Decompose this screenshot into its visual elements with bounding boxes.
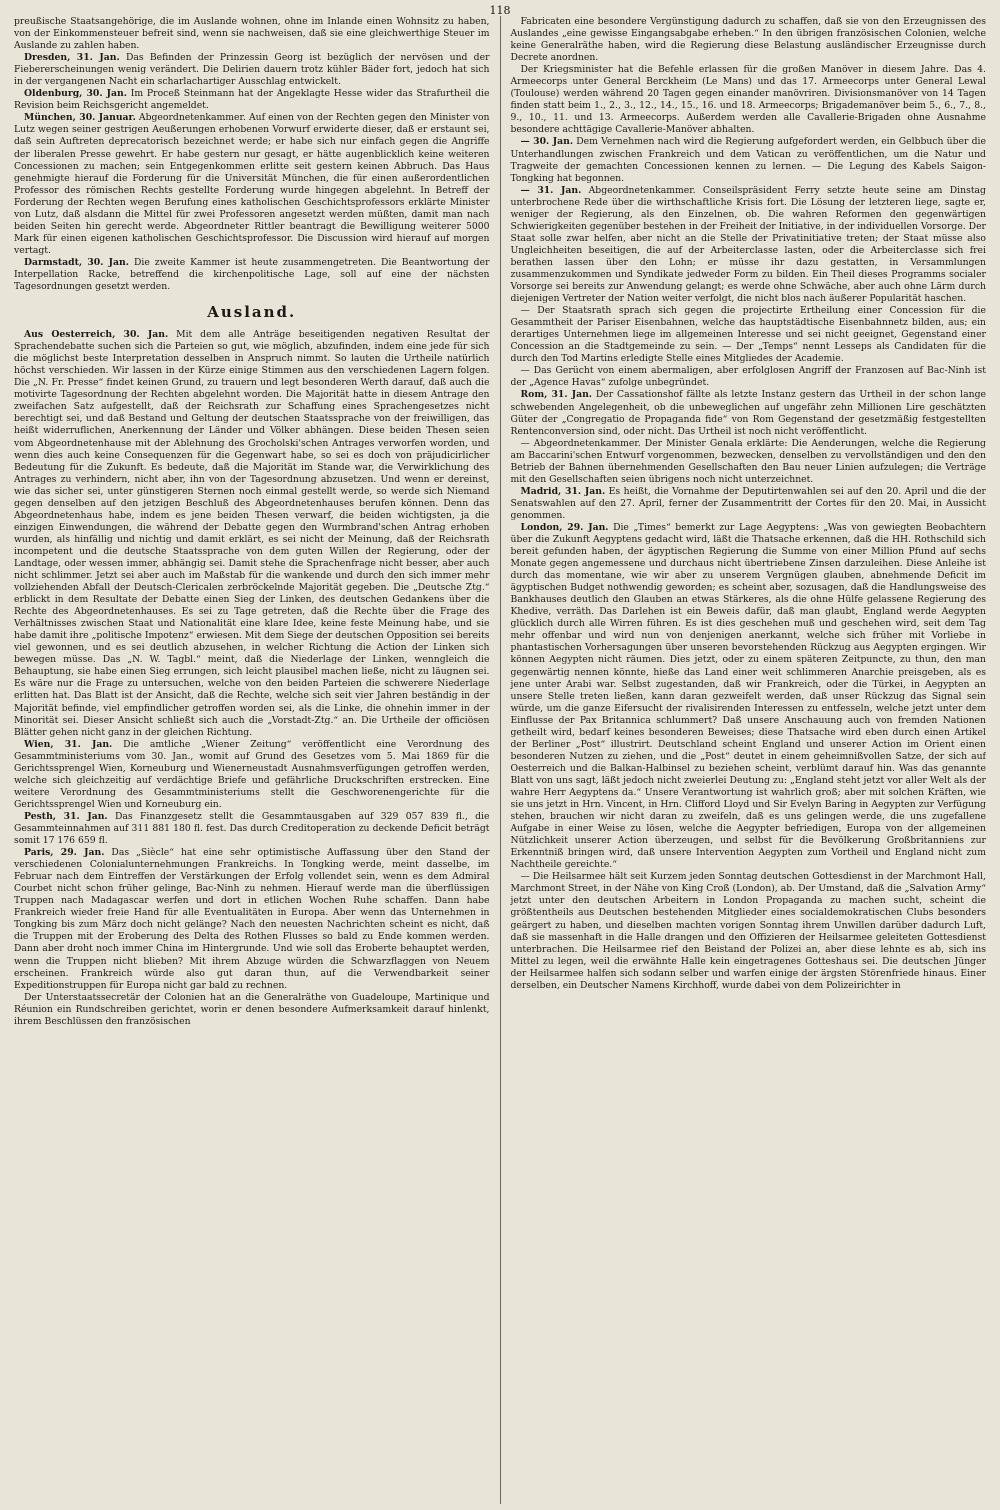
- news-paragraph: [14, 811, 490, 847]
- paragraph-text: — Abgeordnetenkammer. Der Minister Genala erklärte: Die Aenderungen, welche die Regierung am Baccarini'schen Entwurf vorgenommen, bezwecken, denselben zu vervollständigen und den den Betrieb der Bahnen übernehmenden Gesellschaften den Bau neuer Linien aufzulegen; die Verträge mit den Gesellschaften seien übrigens noch nicht unterzeichnet.: [510, 437, 986, 485]
- column-rule: [500, 16, 501, 1504]
- paragraph-text: Mit dem alle Anträge beseitigenden negativen Resultat der Sprachendebatte suchen sich die Parteien so gut, wie möglich, abzufinden, indem eine jede für sich die möglichst beste Interpretation desselben in Anspruch nimmt. So lauten die Urtheile natürlich höchst verschieden. Wir lassen in der Kürze einige Stimmen aus den verschiedenen Lagern folgen. Die „N. Fr. Presse“ findet keinen Grund, zu trauern und legt besonderen Werth darauf, daß auch die motivirte Tagesordnung der Rechten abgelehnt worden. Die Majorität hatte in diesem Antrage den zweifachen Satz aufgestellt, daß der Reichsrath zur Schaffung eines Sprachengesetzes nicht berechtigt sei, und daß Bestand und Geltung der deutschen Staatssprache von der freiwilligen, das heißt widerruflichen, Anerkennung der Länder und Völker abhängen. Diese beiden Thesen seien vom Abgeordnetenhause mit der Ablehnung des Grocholski'schen Antrages verworfen worden, und wenn dies auch keine Consequenzen für die Gegenwart habe, so sei es doch von präjudicirlicher Bedeutung für die Zukunft. Es bedeute, daß die Majorität im Stande war, die Verwirklichung des Antrages zu verhindern, nicht aber, ihn von der Tagesordnung abzusetzen. Und wenn er dereinst, wie das sicher sei, unter günstigeren Sternen noch einmal gestellt werde, so werde sich Niemand gegen denselben auf den jetzigen Beschluß des Abgeordnetenhauses berufen können. Denn das Abgeordnetenhaus habe, indem es jene beiden Thesen verwarf, die beiden wichtigsten, ja die einzigen Einwendungen, die während der Debatte gegen den Wurmbrand'schen Antrag erhoben wurden, als hinfällig und nichtig und damit erklärt, es sei nicht der Meinung, daß der Reichsrath incompetent und die deutsche Staatssprache von dem guten Willen der Regierung, oder der Landtage, oder wessen immer, abhängig sei. Damit stehe die Sprachenfrage nicht besser, aber auch nicht schlimmer. Jetzt sei aber auch im Maßstab für die wankende und durch den sich immer mehr vollziehenden Abfall der Deutsch-Clericalen zerbröckelnde Majorität gegeben. Die „Deutsche Ztg.“ erblickt in dem Resultate der Debatte einen Sieg der Linken, des deutschen Gedankens über die Rechte des Abgeordnetenhauses. Es sei zu Tage getreten, daß die Rechte über die Frage des Verhältnisses zwischen Staat und Nationalität eine klare Idee, keine feste Meinung habe, und sie habe damit ihre „politische Impotenz“ erwiesen. Mit dem Siege der deutschen Opposition sei bereits viel gewonnen, und es sei deutlich abzusehen, in welcher Richtung die Action der Linken sich bewegen müsse. Das „N. W. Tagbl.“ meint, daß die Niederlage der Linken, wenngleich die Behauptung, sie habe einen Sieg errungen, sich leicht plausibel machen ließe, nicht zu läugnen sei. Es wäre nur die Frage zu untersuchen, welche von den beiden Parteien die schwerere Niederlage erlitten hat. Das Blatt ist der Ansicht, daß die Rechte, welche sich seit vier Jahren beständig in der Majorität befinde, viel empfindlicher getroffen worden sei, als die Linke, die ohnehin immer in der Minorität sei. Dieser Ansicht schließt sich auch die „Vorstadt-Ztg.“ an. Die Urtheile der officiösen Blätter gehen nicht ganz in der gleichen Richtung.: [14, 329, 490, 738]
- paragraph-text: Fabricaten eine besondere Vergünstigung dadurch zu schaffen, daß sie von den Erzeugnissen des Auslandes „eine gewisse Eingangsabgabe erheben.“ In den übrigen französischen Colonien, welche keine Generalräthe haben, wird die Regierung diese Belastung ausländischer Erzeugnisse durch Decrete anordnen.: [510, 16, 986, 64]
- paragraph-text: Dem Vernehmen nach wird die Regierung aufgefordert werden, ein Gelbbuch über die Unterhandlungen zwischen Frankreich und dem Vatican zu veröffentlichen, um die Natur und Tragweite der gemachten Concessionen kennen zu lernen. — Die Legung des Kabels Saigon-Tongking hat begonnen.: [510, 136, 986, 184]
- domestic-news: [14, 16, 490, 293]
- news-paragraph: [510, 389, 986, 437]
- news-paragraph: [14, 112, 490, 257]
- dateline: Rom, 31. Jan.: [520, 389, 593, 401]
- news-paragraph: [510, 64, 986, 136]
- paragraph-text: Der Unterstaatssecretär der Colonien hat an die Generalräthe von Guadeloupe, Martinique und Réunion ein Rundschreiben gerichtet, worin er denen besondere Aufmerksamkeit darauf hinlenkt, ihrem Beschlüssen den französischen: [14, 991, 490, 1027]
- paragraph-text: Der Cassationshof fällte als letzte Instanz gestern das Urtheil in der schon lange schwebenden Angelegenheit, ob die unbeweglichen auf ungefähr zehn Millionen Lire geschätzten Güter der „Congregatio de Propaganda fide“ von Rom Gegenstand der gesetzmäßig festgestellten Rentenconversion sind, oder nicht. Das Urtheil ist noch nicht veröffentlicht.: [510, 389, 986, 437]
- news-paragraph: [14, 329, 490, 739]
- dateline: Wien, 31. Jan.: [24, 738, 113, 750]
- paragraph-text: — Die Heilsarmee hält seit Kurzem jeden Sonntag deutschen Gottesdienst in der Marchmont Hall, Marchmont Street, in der Nähe von King Croß (London), ab. Der Umstand, daß die „Salvation Army“ jetzt unter den deutschen Arbeitern in London Propaganda zu machen sucht, scheint die größtentheils aus Deutschen bestehenden Mitglieder eines socialdemokratischen Clubs besonders geärgert zu haben, und dieselben machten vorigen Sonntag ihrem Unwillen darüber dadurch Luft, daß sie massenhaft in die Halle drangen und den Offizieren der Heilsarmee geleiteten Gottesdienst unterbrachen. Die Heilsarmee rief den Beistand der Polizei an, aber diese lehnte es ab, sich ins Mittel zu legen, weil die erwähnte Halle kein eingetragenes Gotteshaus sei. Die deutschen Jünger der Heilsarmee halfen sich sodann selber und warfen einige der ärgsten Störenfriede hinaus. Einer derselben, ein Deutscher Namens Kirchhoff, wurde dabei von dem Polizeirichter in: [510, 871, 986, 991]
- news-paragraph: [510, 16, 986, 64]
- dateline: Oldenburg, 30. Jan.: [24, 88, 127, 100]
- paragraph-text: Im Proceß Steinmann hat der Angeklagte Hesse wider das Strafurtheil die Revision beim Reichsgericht angemeldet.: [14, 88, 490, 112]
- dateline: Aus Oesterreich, 30. Jan.: [24, 329, 169, 341]
- foreign-news: [14, 329, 490, 1028]
- left-column: [14, 16, 490, 1504]
- dateline: Pesth, 31. Jan.: [24, 810, 108, 822]
- news-paragraph: [14, 257, 490, 293]
- news-paragraph: [510, 522, 986, 871]
- news-paragraph: [14, 16, 490, 52]
- paragraph-text: Die zweite Kammer ist heute zusammengetreten. Die Beantwortung der Interpellation Racke, betreffend die kirchenpolitische Lage, soll auf eine der nächsten Tagesordnungen gesetzt werden.: [14, 256, 490, 293]
- news-paragraph: [14, 52, 490, 88]
- paragraph-text: Das Befinden der Prinzessin Georg ist bezüglich der nervösen und der Fiebererscheinungen wenig verändert. Die Delirien dauern trotz kühler Bäder fort, jedoch hat sich in der vergangenen Nacht ein scharlachartiger Ausschlag entwickelt.: [14, 52, 490, 88]
- dateline: London, 29. Jan.: [520, 521, 609, 533]
- paragraph-text: Die amtliche „Wiener Zeitung“ veröffentlicht eine Verordnung des Gesammtministeriums vom 30. Jan., womit auf Grund des Gesetzes vom 5. Mai 1869 für die Gerichtssprengel Wien, Korneuburg und Wienerneustadt Ausnahmsverfügungen getroffen werden, welche sich gleichzeitig auf verdächtige Briefe und gefährliche Druckschriften erstrecken. Eine weitere Verordnung des Gesammtministeriums stellt die Geschworenengerichte für die Gerichtssprengel Wien und Korneuburg ein.: [14, 738, 490, 810]
- dateline: München, 30. Januar.: [24, 112, 136, 124]
- paragraph-text: Der Kriegsminister hat die Befehle erlassen für die großen Manöver in diesem Jahre. Das 4. Armeecorps unter General Berckheim (Le Mans) und das 17. Armeecorps unter General Lewal (Toulouse) werden während 20 Tagen gegen einander manövriren. Divisionsmanöver von 14 Tagen finden statt beim 1., 2., 3., 12., 14., 15., 16. und 18. Armeecorps; Brigademanöver beim 5., 6., 7., 8., 9., 10., 11. und 13. Armeecorps. Außerdem werden alle Cavallerie-Brigaden ohne Ausnahme besondere achttägige Cavallerie-Manöver abhalten.: [510, 64, 986, 136]
- page-number: 118: [489, 4, 511, 17]
- dateline: — 30. Jan.: [520, 136, 574, 148]
- dateline: — 31. Jan.: [520, 184, 582, 196]
- columns: [14, 16, 986, 1504]
- paragraph-text: preußische Staatsangehörige, die im Auslande wohnen, ohne im Inlande einen Wohnsitz zu haben, von der Einkommensteuer befreit sind, wenn sie nachweisen, daß sie eine gleichwerthige Steuer im Auslande zu zahlen haben.: [14, 16, 490, 52]
- section-heading-ausland: Ausland.: [207, 303, 297, 322]
- news-paragraph: [14, 88, 490, 112]
- news-paragraph: [14, 739, 490, 811]
- news-paragraph: [510, 871, 986, 991]
- news-paragraph: [14, 847, 490, 992]
- news-paragraph: [14, 992, 490, 1028]
- paragraph-text: Abgeordnetenkammer. Auf einen von der Rechten gegen den Minister von Lutz wegen seiner gestrigen Aeußerungen erhobenen Vorwurf erwiderte dieser, daß er erstaunt sei, daß sein Auftreten deprecatorisch bezeichnet werde; er habe sich nur einfach gegen die Angriffe der liberalen Presse gewehrt. Er habe gestern nur gesagt, er hätte augenblicklich keine weiteren Concessionen zu machen; sein Entgegenkommen erlitte seit gestern keinen Abbruch. Das Haus genehmigte hierauf die Forderung für die Universität München, die für einen außerordentlichen Professor des römischen Rechts gestellte Forderung wurde hingegen abgelehnt. In Betreff der Forderung der Rechten wegen Berufung eines katholischen Geschichtsprofessors erklärte Minister von Lutz, daß alsdann die Mittel für zwei Professoren angesetzt werden müßten, damit man nach beiden Seiten hin gerecht werde. Abgeordneter Rittler beantragt die Bewilligung weiterer 5000 Mark für einen eigenen katholischen Geschichtsprofessor. Die Discussion wird hierauf auf morgen vertagt.: [14, 112, 490, 256]
- right-column: [510, 16, 986, 1504]
- news-paragraph: [510, 185, 986, 305]
- paragraph-text: Das Finanzgesetz stellt die Gesammtausgaben auf 329 057 839 fl., die Gesammteinnahmen auf 311 881 180 fl. fest. Das durch Creditoperation zu deckende Deficit beträgt somit 17 176 659 fl.: [14, 810, 490, 847]
- paragraph-text: Abgeordnetenkammer. Conseilspräsident Ferry setzte heute seine am Dinstag unterbrochene Rede über die wirthschaftliche Krisis fort. Die Lösung der letzteren liege, sagte er, weniger der Regierung, als den Einzelnen, ob. Die wahren Reformen den gegenwärtigen Schwierigkeiten gegenüber bestehen in der Freiheit der Initiative, in der individuellen Vorsorge. Der Staat solle zwar helfen, aber nicht an die Stelle der Privatinitiative treten; der Staat müsse also Ungleichheiten beseitigen, die auf der Arbeiterclasse lasten, oder die Arbeiterclasse sich frei berathen lassen über den Lohn; er müsse ihr dazu gestatten, in Versammlungen zusammenzukommen und Syndikate jedweder Form zu bilden. Ein Theil dieses Programms socialer Vorsorge sei bereits zur Anwendung gelangt; es werde ohne Schwäche, aber auch ohne Lärm durch diejenigen Vertreter der Nation weiter verfolgt, die nicht blos nach äußerer Popularität haschen.: [510, 184, 986, 305]
- dateline: Paris, 29. Jan.: [24, 847, 105, 859]
- paragraph-text: — Der Staatsrath sprach sich gegen die projectirte Ertheilung einer Concession für die Gesammtheit der Pariser Eisenbahnen, welche das hauptstädtische Eisenbahnnetz bilden, aus; ein derartiges Unternehmen liege im allgemeinen Interesse und sei nicht geeignet, Gegenstand einer Concession an die Stadtgemeinde zu sein. — Der „Temps“ nennt Lesseps als Candidaten für die durch den Tod Martins erledigte Stelle eines Mitgliedes der Academie.: [510, 305, 986, 365]
- dateline: Madrid, 31. Jan.: [520, 485, 606, 497]
- paragraph-text: Die „Times“ bemerkt zur Lage Aegyptens: „Was von gewiegten Beobachtern über die Zukunft Aegyptens gedacht wird, läßt die Thatsache erkennen, daß die HH. Rothschild sich bereit gefunden haben, der ägyptischen Regierung die Summe von einer Million Pfund auf sechs Monate gegen angemessene und durchaus nicht übertriebene Zinsen darzuleihen. Diese Anleihe ist durch das momentane, wie wir aber zu unserem Vergnügen glauben, abnehmende Deficit im ägyptischen Budget nothwendig geworden; es scheint aber, sozusagen, daß die Handlungsweise des Bankhauses deutlich den Glauben an etwas Stärkeres, als die ohne Hülfe gelassene Regierung des Khedive, verräth. Das Darlehen ist ein Beweis dafür, daß man glaubt, England werde Aegypten glücklich durch alle Wirren führen. Es ist dies geschehen muß und geschehen wird, seit dem Tag mehr offenbar und wird nun von denjenigen anerkannt, welche sich früher mit Vorliebe in phantastischen Vorhersagungen über unseren bevorstehenden Rückzug aus Aegypten ergingen. Wir können Aegypten nicht räumen. Dies jetzt, oder zu einem späteren Zeitpuncte, zu thun, den man gegenwärtig nennen könnte, hieße das Land einer weit schlimmeren Anarchie preisgeben, als es jene unter Arabi war. Selbst zugestanden, daß wir Frankreich, oder die Türkei, in Aegypten an unsere Stelle treten ließen, kann daran gezweifelt werden, daß unser Rückzug das Signal sein würde, um die ganze Eifersucht der rivalisirenden Interessen zu entfesseln, welche jetzt unter dem Einflusse der Pax Britannica schlummert? Daß unsere Anschauung auch von fremden Nationen getheilt wird, bedarf keines besonderen Beweises; diese Thatsache wird eben durch einen Artikel der Berliner „Post“ illustrirt. Deutschland scheint England und unserer Action im Orient einen besonderen Nutzen zu ziehen, und die „Post“ deutet in einem geheimnißvollen Satze, der sich auf Oesterreich und die Balkan-Halbinsel zu beziehen scheint, verblümt darauf hin. Was das genannte Blatt von uns sagt, läßt jedoch nicht zweierlei Deutung zu: „England steht jetzt vor aller Welt als der wahre Herr Aegyptens da.“ Unsere Verantwortung ist wahrlich groß; aber mit solchen Kräften, wie sie uns jetzt in Hrn. Vincent, in Hrn. Clifford Lloyd und Sir Evelyn Baring in Aegypten zur Verfügung stehen, brauchen wir nicht daran zu zweifeln, daß es uns gelingen werde, die uns zugefallene Aufgabe in einer Weise zu lösen, welche die Aegypter befriedigen, Europa von der allgemeinen Nützlichkeit unserer Action überzeugen, und selbst für die Bevölkerung Großbritanniens zur Erkenntniß bringen wird, daß unsere Intervention Aegypten zum Vortheil und England nicht zum Nachtheile gereichte.“: [510, 521, 986, 871]
- news-paragraph: [510, 365, 986, 389]
- news-paragraph: [510, 136, 986, 184]
- news-paragraph: [510, 486, 986, 522]
- news-paragraph: [510, 438, 986, 486]
- paragraph-text: Es heißt, die Vornahme der Deputirtenwahlen sei auf den 20. April und die der Senatswahlen auf den 27. April, ferner der Zusammentritt der Cortes für den 20. Mai, in Aussicht genommen.: [510, 485, 986, 521]
- dateline: Dresden, 31. Jan.: [24, 52, 120, 64]
- paragraph-text: — Das Gerücht von einem abermaligen, aber erfolglosen Angriff der Franzosen auf Bac-Ninh ist der „Agence Havas“ zufolge unbegründet.: [510, 365, 986, 389]
- paragraph-text: Das „Siècle“ hat eine sehr optimistische Auffassung über den Stand der verschiedenen Colonialunternehmungen Frankreichs. In Tongking werde, meint dasselbe, im Februar nach dem Eintreffen der Verstärkungen der Erfolg vollendet sein, wenn es dem Admiral Courbet nicht schon früher gelinge, Bac-Ninh zu nehmen. Hierauf werde man die überflüssigen Truppen nach Madagascar werfen und dort in etlichen Wochen Ruhe schaffen. Dann habe Frankreich wieder freie Hand für alle Eventualitäten in Europa. Aber wenn das Unternehmen in Tongking bis zum März doch nicht gelänge? Nach den neuesten Nachrichten scheint es nicht, daß die Truppen mit der Eroberung des Delta des Rothen Flusses so bald zu Ende kommen werden. Dann aber droht noch immer China im Hintergrunde. Und wie soll das Eroberte behauptet werden, wenn die Truppen nicht blieben? Mit ihrem Abzuge würden die Schwarzflaggen von Neuem erscheinen. Frankreich würde also gut daran thun, auf die Verwendbarkeit seiner Expeditionstruppen für Europa nicht gar bald zu rechnen.: [14, 847, 490, 991]
- dateline: Darmstadt, 30. Jan.: [24, 256, 129, 268]
- news-paragraph: [510, 305, 986, 365]
